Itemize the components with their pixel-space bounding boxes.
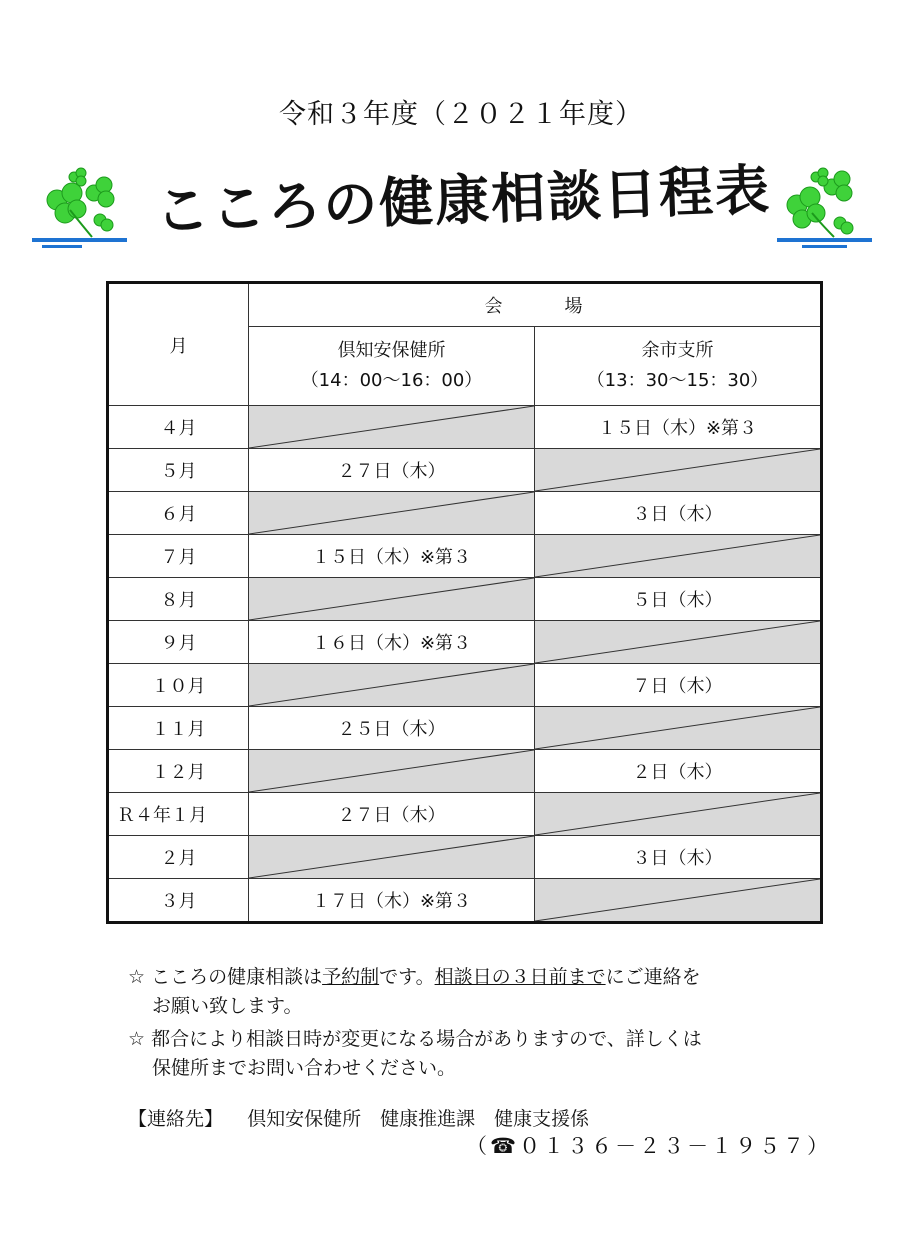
note-reservation [128, 963, 702, 1021]
table-row [108, 879, 822, 923]
contact-label: 【連絡先】 [128, 1108, 224, 1130]
note-text: ☆ こころの健康相談は [128, 966, 323, 988]
month-cell: １１月 [108, 707, 249, 750]
kutchan-date-cell [249, 750, 535, 793]
table-row [108, 492, 822, 535]
note-text: です。 [379, 966, 435, 988]
venue-name: 倶知安保健所 [337, 340, 446, 361]
schedule-table [106, 281, 823, 924]
diagonal-line-icon [249, 406, 534, 448]
yoichi-date-cell [535, 793, 822, 836]
yoichi-date-cell: １５日（木）※第３ [535, 406, 822, 449]
yoichi-date-cell: ３日（木） [535, 492, 822, 535]
kutchan-date-cell [249, 578, 535, 621]
yoichi-date-cell: ７日（木） [535, 664, 822, 707]
kutchan-date-cell: ２７日（木） [249, 793, 535, 836]
contact-info [128, 1104, 589, 1131]
kutchan-date-cell: １７日（木）※第３ [249, 879, 535, 923]
note-underline: 相談日の３日前まで [434, 966, 606, 988]
kutchan-date-cell: １６日（木）※第３ [249, 621, 535, 664]
note-text: 保健所までお問い合わせください。 [152, 1057, 457, 1079]
kutchan-date-cell [249, 664, 535, 707]
kutchan-date-cell: ２７日（木） [249, 449, 535, 492]
subtitle: 令和３年度（２０２１年度） [279, 99, 643, 130]
table-row [108, 578, 822, 621]
venue-kutchan-header [249, 327, 535, 406]
contact-office: 倶知安保健所 健康推進課 健康支援係 [247, 1108, 590, 1130]
yoichi-date-cell: ５日（木） [535, 578, 822, 621]
month-cell: ６月 [108, 492, 249, 535]
clover-right-icon [772, 165, 872, 250]
yoichi-date-cell: ２日（木） [535, 750, 822, 793]
table-row [108, 535, 822, 578]
table-row [108, 707, 822, 750]
month-cell: ９月 [108, 621, 249, 664]
month-cell: ５月 [108, 449, 249, 492]
contact-phone: （☎０１３６－２３－１９５７） [466, 1134, 832, 1158]
diagonal-line-icon [249, 664, 534, 706]
month-cell: １０月 [108, 664, 249, 707]
venue-yoichi-header [535, 327, 822, 406]
page-title: こころの健康相談日程表 [154, 158, 773, 243]
diagonal-line-icon [535, 621, 820, 663]
kutchan-date-cell [249, 492, 535, 535]
note-text: にご連絡を [605, 966, 701, 988]
yoichi-date-cell [535, 879, 822, 923]
month-cell: ７月 [108, 535, 249, 578]
month-cell: ８月 [108, 578, 249, 621]
diagonal-line-icon [249, 492, 534, 534]
table-row [108, 793, 822, 836]
month-header: 月 [108, 283, 249, 406]
clover-left-icon [32, 165, 132, 250]
notes [128, 963, 702, 1087]
diagonal-line-icon [535, 707, 820, 749]
yoichi-date-cell [535, 535, 822, 578]
diagonal-line-icon [535, 879, 820, 921]
note-text: ☆ 都合により相談日時が変更になる場合がありますので、詳しくは [128, 1028, 702, 1050]
month-cell: １２月 [108, 750, 249, 793]
venue-time: （13：30〜15：30） [586, 370, 769, 391]
diagonal-line-icon [249, 750, 534, 792]
note-underline: 予約制 [322, 966, 380, 988]
table-row [108, 750, 822, 793]
yoichi-date-cell [535, 707, 822, 750]
table-row [108, 664, 822, 707]
venue-name: 余市支所 [641, 340, 714, 361]
table-row [108, 836, 822, 879]
note-change [128, 1025, 702, 1083]
yoichi-date-cell [535, 449, 822, 492]
yoichi-date-cell: ３日（木） [535, 836, 822, 879]
kutchan-date-cell [249, 836, 535, 879]
kutchan-date-cell [249, 406, 535, 449]
diagonal-line-icon [535, 535, 820, 577]
diagonal-line-icon [249, 578, 534, 620]
diagonal-line-icon [535, 793, 820, 835]
table-row [108, 406, 822, 449]
month-cell: Ｒ４年１月 [108, 793, 249, 836]
venue-header: 会 場 [249, 283, 822, 327]
kutchan-date-cell: １５日（木）※第３ [249, 535, 535, 578]
venue-time: （14：00〜16：00） [300, 370, 483, 391]
note-text: お願い致します。 [152, 995, 303, 1017]
month-cell: ４月 [108, 406, 249, 449]
kutchan-date-cell: ２５日（木） [249, 707, 535, 750]
table-row [108, 449, 822, 492]
month-cell: ２月 [108, 836, 249, 879]
diagonal-line-icon [249, 836, 534, 878]
diagonal-line-icon [535, 449, 820, 491]
month-cell: ３月 [108, 879, 249, 923]
yoichi-date-cell [535, 621, 822, 664]
table-row [108, 621, 822, 664]
